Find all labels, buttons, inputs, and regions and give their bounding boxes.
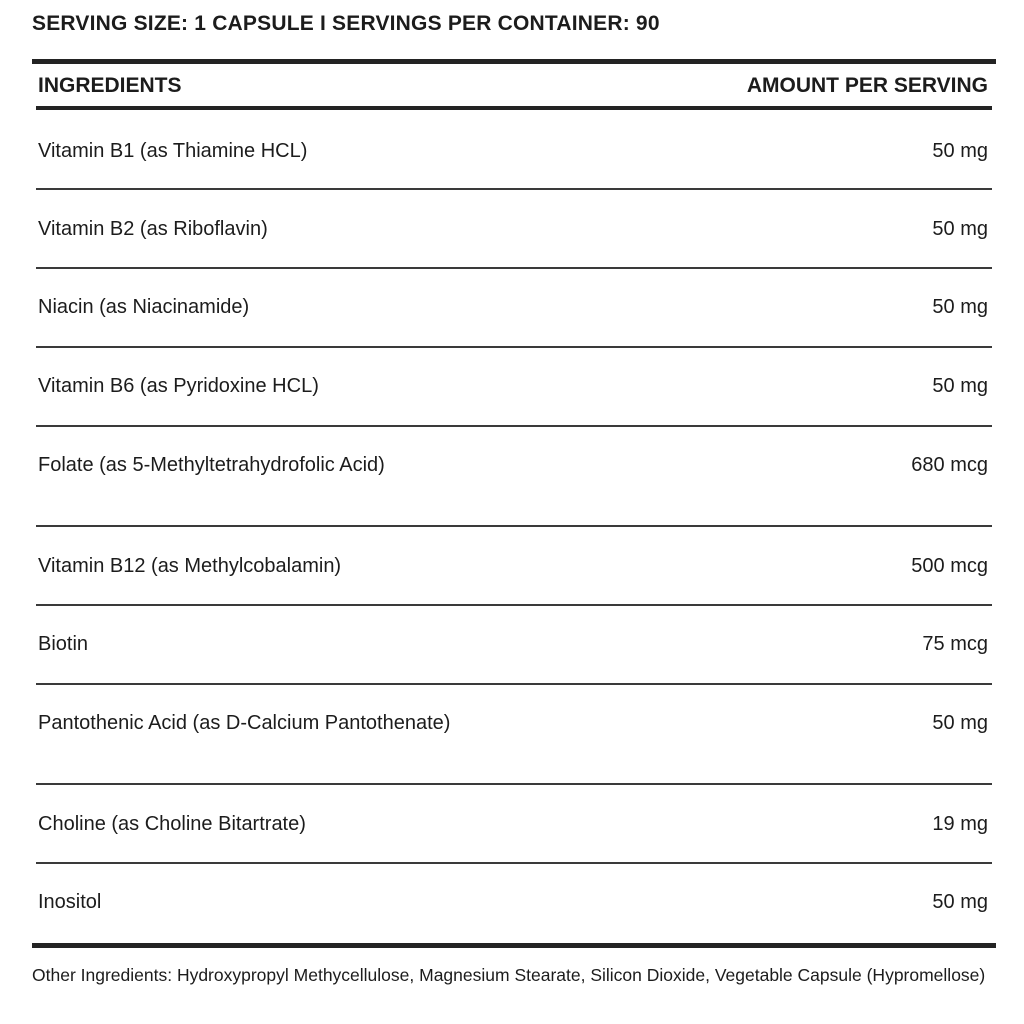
header-rule <box>36 106 992 110</box>
ingredient-amount: 50 mg <box>932 140 988 162</box>
row-divider <box>36 188 992 190</box>
header-ingredients: INGREDIENTS <box>38 74 182 97</box>
table-row <box>38 633 988 656</box>
ingredient-name: Choline (as Choline Bitartrate) <box>38 813 306 835</box>
row-divider <box>36 425 992 427</box>
row-divider <box>36 683 992 685</box>
bottom-rule <box>32 943 996 948</box>
ingredient-amount: 50 mg <box>932 891 988 913</box>
row-divider <box>36 267 992 269</box>
table-row <box>38 712 988 735</box>
ingredient-amount: 680 mcg <box>911 454 988 476</box>
ingredient-amount: 50 mg <box>932 296 988 318</box>
table-row <box>38 375 988 398</box>
top-rule <box>32 59 996 64</box>
ingredient-amount: 500 mcg <box>911 555 988 577</box>
ingredient-name: Vitamin B6 (as Pyridoxine HCL) <box>38 375 319 397</box>
table-row <box>38 891 988 914</box>
ingredient-name: Folate (as 5-Methyltetrahydrofolic Acid) <box>38 454 385 476</box>
table-row <box>38 218 988 241</box>
row-divider <box>36 783 992 785</box>
row-divider <box>36 604 992 606</box>
table-row <box>38 296 988 319</box>
ingredient-amount: 75 mcg <box>922 633 988 655</box>
table-row <box>38 140 988 163</box>
row-divider <box>36 346 992 348</box>
serving-info: SERVING SIZE: 1 CAPSULE I SERVINGS PER CONTAINER: 90 <box>32 12 660 35</box>
ingredient-name: Vitamin B2 (as Riboflavin) <box>38 218 268 240</box>
table-header <box>38 74 988 98</box>
ingredient-name: Vitamin B1 (as Thiamine HCL) <box>38 140 308 162</box>
row-divider <box>36 525 992 527</box>
row-divider <box>36 862 992 864</box>
ingredient-name: Vitamin B12 (as Methylcobalamin) <box>38 555 342 577</box>
other-ingredients: Other Ingredients: Hydroxypropyl Methycellulose, Magnesium Stearate, Silicon Dioxide, Vegetable Capsule (Hypromellose) <box>32 965 986 985</box>
ingredient-amount: 50 mg <box>932 218 988 240</box>
table-row <box>38 454 988 477</box>
ingredient-name: Biotin <box>38 633 89 655</box>
ingredient-name: Pantothenic Acid (as D-Calcium Pantothenate) <box>38 712 451 734</box>
ingredient-amount: 19 mg <box>932 813 988 835</box>
ingredient-amount: 50 mg <box>932 375 988 397</box>
table-row <box>38 813 988 836</box>
ingredient-name: Niacin (as Niacinamide) <box>38 296 250 318</box>
ingredient-amount: 50 mg <box>932 712 988 734</box>
ingredient-name: Inositol <box>38 891 102 913</box>
header-amount: AMOUNT PER SERVING <box>746 74 988 97</box>
table-row <box>38 555 988 578</box>
